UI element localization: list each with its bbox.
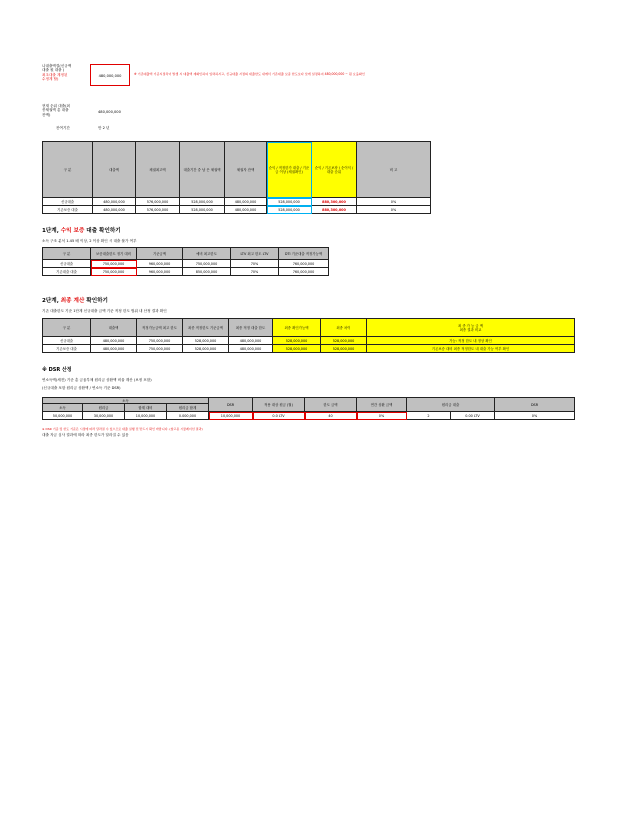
header-guarantee: 보증대출한도 정기 대비 (91, 248, 137, 260)
cell: 0.00 LTV (451, 412, 495, 420)
cell: 528,000,000 (273, 345, 321, 353)
cell: 528,000,000 (267, 206, 312, 214)
section3-line2: (신규대출 포함 원리금 상환액 / 연소득 기준 DSR) (42, 386, 121, 390)
cell: 576,000,000 (136, 198, 180, 206)
header-remaining-bond: 대출기간 중 남 은 채권액 (180, 142, 225, 198)
cell: 10,000,000 (125, 412, 167, 420)
cell: 30,000,000 (83, 412, 125, 420)
header-ltv: LTV 최고 한도 LTV (231, 248, 279, 260)
label-new-loan: 나대출액결(신규액 대출 원 대출 ) 최초대출 계정된 수정계 할) (42, 64, 72, 82)
section1-subtitle: 소득 구조 분석 1.45 배 이상, 2 이상 확인 시 대출 불가 여부 (42, 239, 137, 243)
table-row (43, 268, 329, 276)
header-final-diff: 최종 차이 (321, 319, 367, 337)
header-principal: 원리금 (83, 404, 125, 412)
cell: 528,000,000 (273, 337, 321, 345)
cell: 960,000,000 (137, 260, 183, 268)
cell: 기존보증 대비 최종 적정한도 내 대출 가능 여부 확인 (367, 345, 575, 353)
table-row (43, 412, 575, 420)
header-ratio: 합계 대비 (125, 404, 167, 412)
cell: 528,000,000 (183, 345, 229, 353)
dsr-table (42, 397, 575, 420)
cell: 480,000,000 (91, 345, 137, 353)
cell: 기존대출 대출 (43, 268, 91, 276)
cell: 0% (495, 412, 575, 420)
header-category: 구 분 (43, 248, 91, 260)
cell: 576,000,000 (136, 206, 180, 214)
cell: 760,000,000 (279, 268, 329, 276)
cell: 528,000,000 (321, 337, 367, 345)
header-loan: 대출액 (93, 142, 136, 198)
note-new-loan: ※ 기존대출액 기준시점차이 발생 시 대출액 재확인하여 입력하시고, 신규대출 시점의 대출한도 내에서 기존대출 보증 한도보다 낮게 설정하여 480,000,000 ~ 원 요율확인 (134, 72, 365, 76)
header-reserve: 예비 최고한도 (183, 248, 231, 260)
cell: 480,000,000 (225, 198, 267, 206)
value-new-loan[interactable]: 480,000,000 (90, 64, 130, 86)
section1-title: 1단계, 수익 보증 대출 확인하기 (42, 228, 121, 234)
cell: 480,000,000 (229, 337, 273, 345)
section2-title: 2단계, 최종 계산 확인하기 (42, 298, 108, 304)
cell: 750,000,000 (91, 268, 137, 276)
cell: 750,000,000 (137, 345, 183, 353)
section3-title: ※ DSR 산정 (42, 367, 72, 373)
header-dti: DTI 기준대출 적정가능액 (279, 248, 329, 260)
header-target: 적용 대상 원금 (월) (253, 398, 305, 412)
header-loan: 원리금 대출 (407, 398, 495, 412)
header-base: 기준금액 (137, 248, 183, 260)
label-current-loan: 현재 순위 대출(최 종채권액 총 대출 잔액) (42, 104, 70, 117)
cell: 480,000,000 (91, 337, 137, 345)
cell: 850,000,000 (183, 268, 231, 276)
header-annual: 연간 상환 금액 (357, 398, 407, 412)
top-block (42, 64, 582, 136)
header-limit: 한도 금액 (305, 398, 357, 412)
cell: 0.000,000 (167, 412, 209, 420)
header-profit-rank: 순익 / 기존보장 / 순이익 / 대출 순위 (312, 142, 357, 198)
cell: 480,000,000 (93, 206, 136, 214)
header-final-possible: 최종 확인가능액 (273, 319, 321, 337)
cell: 528,000,000 (267, 198, 312, 206)
dsr-note: 대출 자금 심사 결과에 따라 최종 한도가 달라질 수 있음 (42, 433, 129, 437)
header-note: 비 고 (357, 142, 431, 198)
loan-summary-table (42, 141, 431, 214)
header-profit-limit: 순익 / 적정한가 대출 / 기준금 이상 (채권확인) (267, 142, 312, 198)
label-remaining-period: 잔여기간 (56, 126, 70, 130)
value-remaining-period[interactable]: 만 2 년 (98, 126, 110, 130)
cell: 0% (357, 206, 431, 214)
header-category: 구 분 (43, 142, 93, 198)
header-income: 소득 (43, 404, 83, 412)
cell: 760,000,000 (279, 260, 329, 268)
cell: 750,000,000 (137, 337, 183, 345)
header-final-base: 최종 적정한도 기준금액 (183, 319, 229, 337)
section3-line1: 연소득액(세전) 기준 총 금융부채 원리금 상환액 비율 계산 (보정 포함) (42, 378, 152, 382)
cell: 기존보증 대출 (43, 345, 91, 353)
value-current-loan[interactable]: 480,000,000 (98, 110, 121, 114)
stage2-table (42, 318, 575, 353)
header-category: 구 분 (43, 319, 91, 337)
table-row (43, 206, 431, 214)
cell: 신규대출 (43, 198, 93, 206)
table-row (43, 260, 329, 268)
cell: 750,000,000 (91, 260, 137, 268)
cell: 480,000,000 (229, 345, 273, 353)
header-max: 적정가능금액 최고 한도 (137, 319, 183, 337)
cell: 528,000,000 (180, 198, 225, 206)
cell: 528,000,000 (180, 206, 225, 214)
header-final-limit: 최종 적정 대출 한도 (229, 319, 273, 337)
stage1-table (42, 247, 329, 276)
cell: 960,000,000 (137, 268, 183, 276)
section2-subtitle: 기존 대출한도 기준 1단계 신규대출 금액 기준 적정 한도 범위 내 산정 결과 확인 (42, 309, 167, 313)
header-dsr-a: DSR (209, 398, 253, 412)
cell: 0% (357, 412, 407, 420)
header-final-result: 최 종 가 능 금 액 최종 결과 비교 (367, 319, 575, 337)
table-row (43, 198, 431, 206)
cell: 0% (357, 198, 431, 206)
cell: 480,000,000 (225, 206, 267, 214)
cell: 70% (231, 260, 279, 268)
cell: 가능: 적정 한도 내 정상 확인 (367, 337, 575, 345)
cell: 70% (231, 268, 279, 276)
cell: 528,000,000 (321, 345, 367, 353)
cell: 신규대출 (43, 260, 91, 268)
cell: 0.0 LTV (253, 412, 305, 420)
cell: 40 (305, 412, 357, 420)
header-loan: 대출액 (91, 319, 137, 337)
cell: 기존보증 대출 (43, 206, 93, 214)
header-creditor-balance: 채권자 잔액 (225, 142, 267, 198)
cell: 50,000,000 (43, 412, 83, 420)
cell: 480,000,000 (93, 198, 136, 206)
cell: 750,000,000 (183, 260, 231, 268)
table-row (43, 337, 575, 345)
header-income-group: 소득 (43, 398, 209, 404)
header-dsr-b: DSR (495, 398, 575, 412)
cell: 10,000,000 (209, 412, 253, 420)
cell: 528,000,000 (183, 337, 229, 345)
table-row (43, 345, 575, 353)
cell: 880,300,000 (312, 206, 357, 214)
header-sum: 원리금 합계 (167, 404, 209, 412)
dsr-note-red: ※ DSR 기준 및 한도 기준은 시점에 따라 달라질 수 있으므로 대출 실행 전 반드시 확인 바랍니다. (참고용 시뮬레이션 결과) (42, 427, 203, 431)
header-max-bond: 채권최고액 (136, 142, 180, 198)
cell: 신규대출 (43, 337, 91, 345)
cell: 880,300,000 (312, 198, 357, 206)
cell: 2 (407, 412, 451, 420)
